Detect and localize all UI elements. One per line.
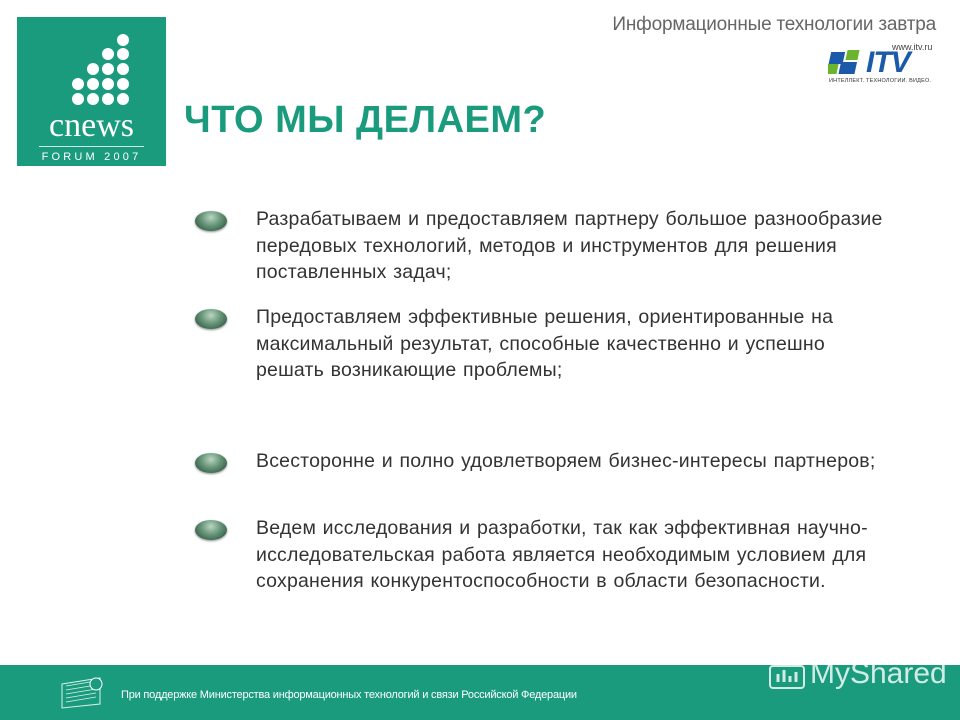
- bullet-text: Всесторонне и полно удовлетворяем бизнес-интересы партнеров;: [256, 450, 876, 472]
- itv-logo-icon: [828, 48, 868, 78]
- bullet-text: Разрабатываем и предоставляем партнеру большое разнообразие передовых технологий, методов и инструментов для решения поставленных задач;: [256, 208, 883, 283]
- itv-url: www.itv.ru: [892, 42, 933, 52]
- bullet-pill-icon: [195, 520, 227, 540]
- footer-support-text: При поддержке Министерства информационных технологий и связи Российской Федерации: [121, 689, 577, 701]
- slide-title: ЧТО МЫ ДЕЛАЕМ?: [184, 99, 547, 141]
- bullet-pill-icon: [195, 309, 227, 329]
- cnews-forum-logo: [17, 17, 166, 166]
- itv-brand: ITV: [866, 46, 910, 79]
- header-tagline: Информационные технологии завтра: [612, 14, 936, 35]
- bullet-text: Предоставляем эффективные решения, ориентированные на максимальный результат, способные качественно и успешно решать возникающие проблемы;: [256, 306, 834, 381]
- logo-wordmark: cnews: [49, 107, 134, 144]
- bullet-pill-icon: [195, 211, 227, 231]
- myshared-watermark: MyShared: [810, 657, 947, 690]
- logo-forum-year: FORUM 2007: [41, 151, 142, 163]
- logo-divider: [39, 146, 144, 147]
- bullet-text: Ведем исследования и разработки, так как эффективная научно-исследовательская работа является необходимым условием для сохранения конкурентоспособности в области безопасности.: [256, 517, 868, 592]
- bullet-pill-icon: [195, 453, 227, 473]
- itv-slogan: ИНТЕЛЛЕКТ. ТЕХНОЛОГИИ. ВИДЕО.: [829, 78, 932, 84]
- ministry-emblem-icon: [60, 676, 110, 710]
- myshared-logo-icon: [768, 658, 806, 692]
